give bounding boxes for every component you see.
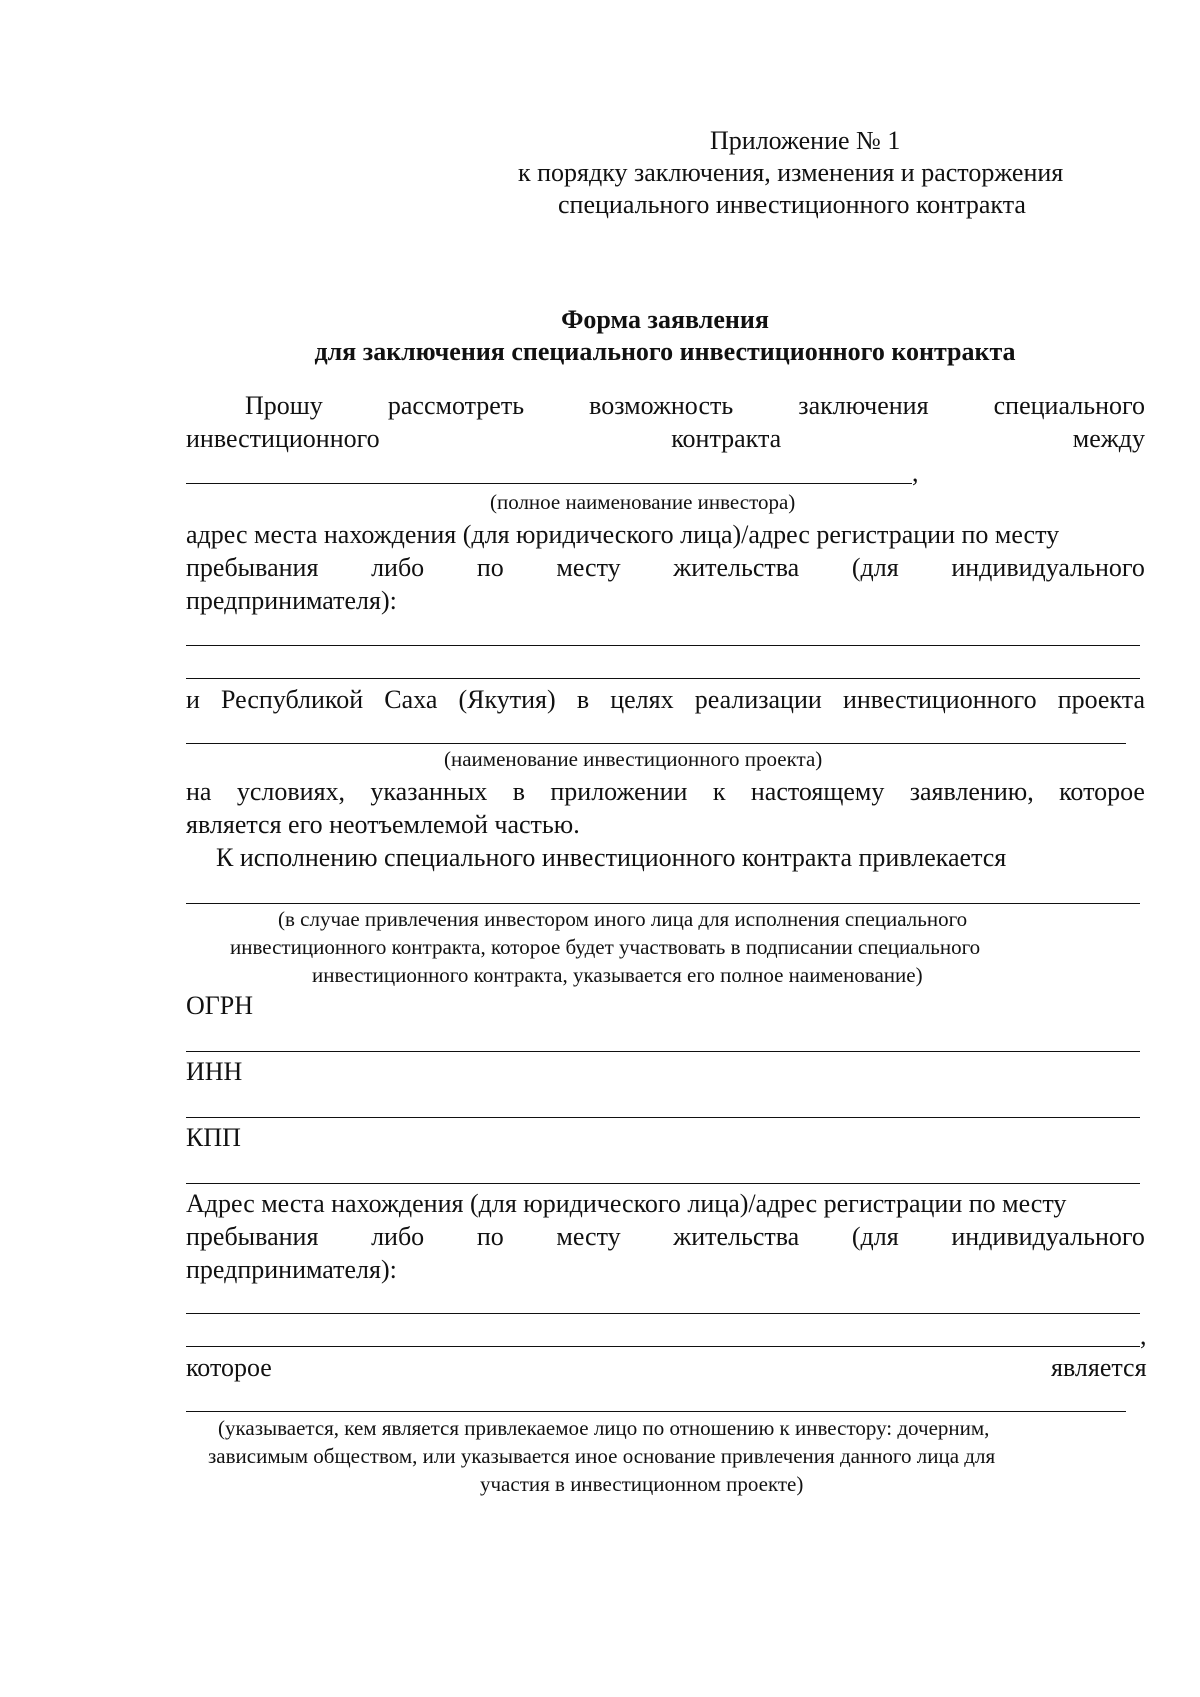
address2-line3: предпринимателя): <box>186 1255 397 1284</box>
ogrn-label: ОГРН <box>186 991 254 1020</box>
is-label: является <box>1051 1353 1147 1382</box>
word: либо <box>371 553 425 582</box>
word: индивидуального <box>951 553 1145 582</box>
word: в <box>512 777 525 806</box>
address2-line2 <box>186 1224 1145 1250</box>
word: указанных <box>370 777 488 806</box>
word: по <box>476 1222 504 1251</box>
word: месту <box>556 1222 621 1251</box>
address2-comma: , <box>1140 1321 1147 1350</box>
address1-line3: предпринимателя): <box>186 586 397 615</box>
word: пребывания <box>186 1222 319 1251</box>
conditions-line2: является его неотъемлемой частью. <box>186 810 580 839</box>
form-title: Форма заявления <box>561 305 769 334</box>
word: на <box>186 777 212 806</box>
word: либо <box>371 1222 425 1251</box>
word: возможность <box>589 391 734 420</box>
relation-hint-line1: (указывается, кем является привлекаемое лицо по отношению к инвестору: дочерним, <box>218 1416 990 1440</box>
word: рассмотреть <box>387 391 525 420</box>
investor-name-hint: (полное наименование инвестора) <box>490 490 796 514</box>
investor-comma: , <box>912 458 919 487</box>
engage-hint-line3: инвестиционного контракта, указывается его полное наименование) <box>312 963 923 987</box>
word: индивидуального <box>951 1222 1145 1251</box>
word: Саха <box>384 685 438 714</box>
address2-field-2[interactable] <box>186 1346 1140 1347</box>
word: инвестиционного <box>842 685 1037 714</box>
word: контракта <box>671 424 782 453</box>
word: Прошу <box>245 391 323 420</box>
word: заключения <box>798 391 929 420</box>
word: проекта <box>1057 685 1145 714</box>
word: специального <box>993 391 1145 420</box>
word: (Якутия) <box>458 685 556 714</box>
engage-line: К исполнению специального инвестиционного контракта привлекается <box>216 843 1007 872</box>
word: инвестиционного <box>186 424 380 453</box>
appendix-subtitle-line1: к порядку заключения, изменения и расторжения <box>518 158 1064 187</box>
engage-hint-line2: инвестиционного контракта, которое будет участвовать в подписании специального <box>230 935 981 959</box>
kpp-label: КПП <box>186 1123 241 1152</box>
address2-line1: Адрес места нахождения (для юридического лица)/адрес регистрации по месту <box>186 1189 1067 1218</box>
address2-field-1[interactable] <box>186 1313 1140 1314</box>
appendix-subtitle-line2: специального инвестиционного контракта <box>558 190 1026 219</box>
word: к <box>712 777 726 806</box>
word: настоящему <box>750 777 885 806</box>
word: жительства <box>673 1222 800 1251</box>
word: пребывания <box>186 553 319 582</box>
engaged-party-field[interactable] <box>186 903 1140 904</box>
which-label: которое <box>186 1353 272 1382</box>
word: которое <box>1059 777 1145 806</box>
word: условиях, <box>236 777 346 806</box>
inn-field[interactable] <box>186 1117 1140 1118</box>
word: (для <box>851 553 899 582</box>
request-line2 <box>186 426 1145 452</box>
address1-line2 <box>186 555 1145 581</box>
address1-line1: адрес места нахождения (для юридического лица)/адрес регистрации по месту <box>186 520 1060 549</box>
project-name-hint: (наименование инвестиционного проекта) <box>444 747 823 771</box>
word: целях <box>610 685 674 714</box>
appendix-number: Приложение № 1 <box>710 126 901 155</box>
relation-hint-line2: зависимым обществом, или указывается иное основание привлечения данного лица для <box>208 1444 996 1468</box>
word: (для <box>851 1222 899 1251</box>
engage-hint-line1: (в случае привлечения инвестором иного лица для исполнения специального <box>278 907 968 931</box>
word: между <box>1072 424 1145 453</box>
inn-label: ИНН <box>186 1057 243 1086</box>
word: приложении <box>550 777 688 806</box>
form-subtitle: для заключения специального инвестиционного контракта <box>314 337 1016 366</box>
address1-field-1[interactable] <box>186 645 1140 646</box>
word: по <box>476 553 504 582</box>
word: в <box>576 685 590 714</box>
project-name-field[interactable] <box>186 743 1126 744</box>
address1-field-2[interactable] <box>186 678 1140 679</box>
request-line1 <box>245 393 1145 419</box>
relation-hint-line3: участия в инвестиционном проекте) <box>480 1472 804 1496</box>
word: реализации <box>694 685 822 714</box>
ogrn-field[interactable] <box>186 1051 1140 1052</box>
word: заявлению, <box>909 777 1034 806</box>
word: и <box>186 685 200 714</box>
word: месту <box>556 553 621 582</box>
investor-name-field[interactable] <box>186 483 912 484</box>
word: Республикой <box>221 685 364 714</box>
word: жительства <box>673 553 800 582</box>
relation-field[interactable] <box>186 1411 1126 1412</box>
kpp-field[interactable] <box>186 1183 1140 1184</box>
conditions-line1 <box>186 779 1145 805</box>
republic-line <box>186 687 1145 713</box>
